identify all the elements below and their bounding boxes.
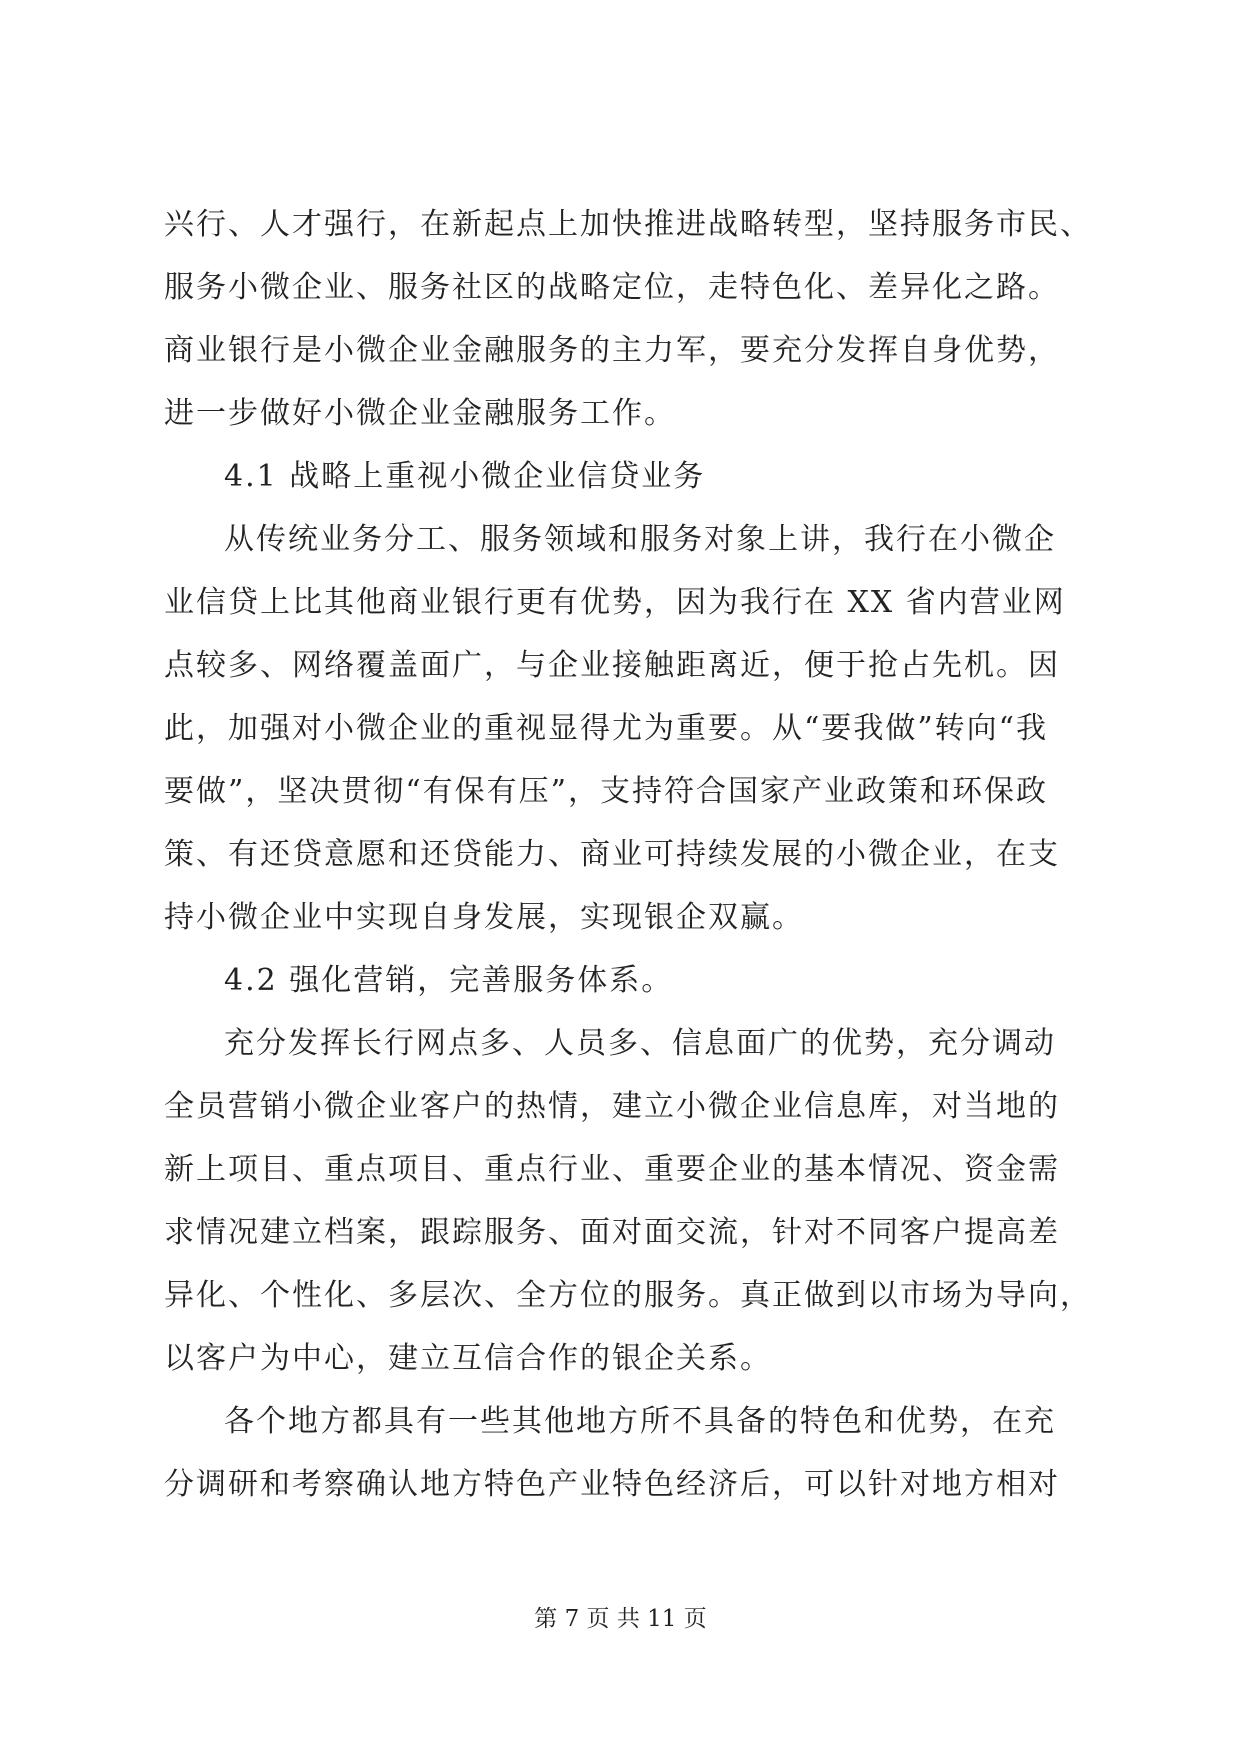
- body-text-line: 从传统业务分工、服务领域和服务对象上讲，我行在小微企: [224, 522, 1056, 557]
- body-text-line: 商业银行是小微企业金融服务的主力军，要充分发挥自身优势，: [164, 333, 1060, 368]
- body-text-line: 服务小微企业、服务社区的战略定位，走特色化、差异化之路。: [164, 270, 1060, 305]
- body-text-line: 策、有还贷意愿和还贷能力、商业可持续发展的小微企业，在支: [164, 837, 1060, 872]
- body-text-line: 此，加强对小微企业的重视显得尤为重要。从“要我做”转向“我: [164, 711, 1049, 746]
- body-text-line: 持小微企业中实现自身发展，实现银企双赢。: [164, 900, 804, 935]
- body-text-line: 以客户为中心，建立互信合作的银企关系。: [164, 1341, 772, 1376]
- section-heading: 4.2 强化营销，完善服务体系。: [224, 963, 674, 998]
- body-text-line: 求情况建立档案，跟踪服务、面对面交流，针对不同客户提高差: [164, 1215, 1060, 1250]
- section-heading: 4.1 战略上重视小微企业信贷业务: [224, 459, 706, 494]
- body-text-line: 兴行、人才强行，在新起点上加快推进战略转型，坚持服务市民、: [164, 207, 1092, 242]
- body-text-line: 业信贷上比其他商业银行更有优势，因为我行在 XX 省内营业网: [164, 585, 1066, 620]
- body-text-line: 进一步做好小微企业金融服务工作。: [164, 396, 676, 431]
- body-text-line: 全员营销小微企业客户的热情，建立小微企业信息库，对当地的: [164, 1089, 1060, 1124]
- body-text-line: 点较多、网络覆盖面广，与企业接触距离近，便于抢占先机。因: [164, 648, 1060, 683]
- body-text-line: 异化、个性化、多层次、全方位的服务。真正做到以市场为导向，: [164, 1278, 1092, 1313]
- body-text-line: 要做”，坚决贯彻“有保有压”，支持符合国家产业政策和环保政: [164, 774, 1049, 809]
- body-text-line: 充分发挥长行网点多、人员多、信息面广的优势，充分调动: [224, 1026, 1056, 1061]
- page-footer: 第 7 页 共 11 页: [534, 1606, 707, 1632]
- body-text-line: 各个地方都具有一些其他地方所不具备的特色和优势，在充: [224, 1404, 1056, 1439]
- body-text-line: 分调研和考察确认地方特色产业特色经济后，可以针对地方相对: [164, 1467, 1060, 1502]
- body-text-line: 新上项目、重点项目、重点行业、重要企业的基本情况、资金需: [164, 1152, 1060, 1187]
